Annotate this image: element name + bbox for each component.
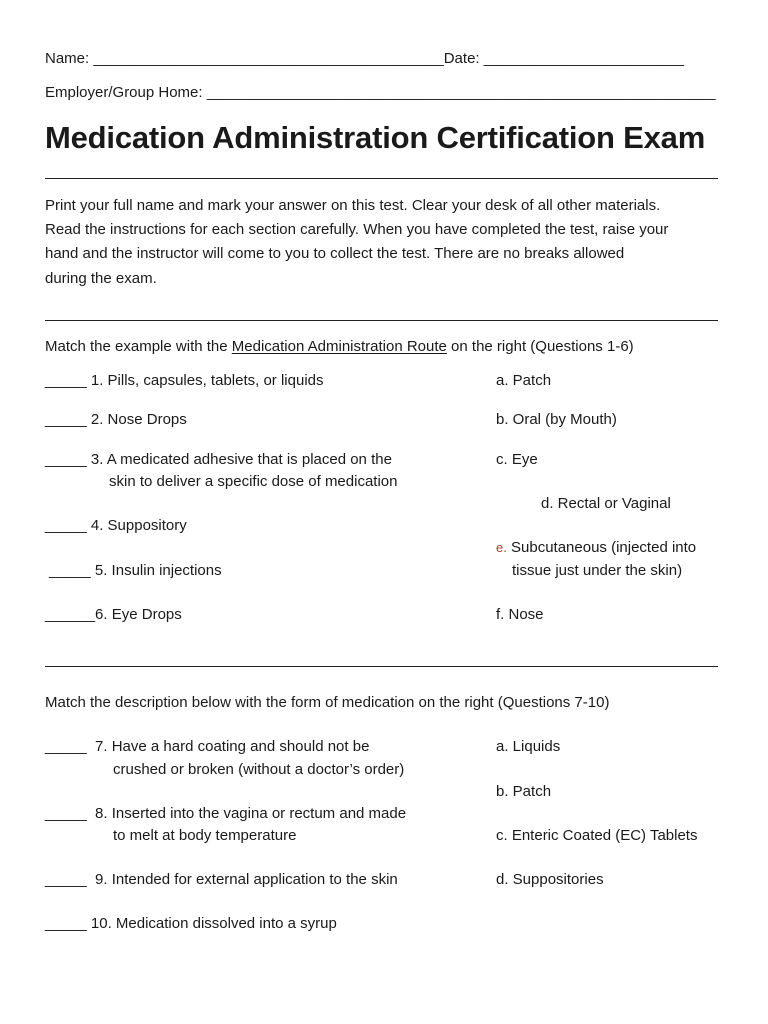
question-7: _____ 7. Have a hard coating and should not be — [45, 738, 370, 755]
section1-prompt-link: Medication Administration Route — [231, 338, 447, 355]
instructions-line-3: hand and the instructor will come to you to collect the test. There are no breaks allowed — [45, 245, 625, 262]
instructions-line-2: Read the instructions for each section carefully. When you have completed the test, raise your — [45, 221, 669, 238]
question-6: ______6. Eye Drops — [45, 606, 182, 623]
section1-prompt-pre: Match the example with the — [45, 338, 232, 355]
answer-e-letter: e. — [496, 540, 507, 555]
divider-3 — [45, 666, 718, 667]
question-2: _____ 2. Nose Drops — [45, 411, 187, 428]
instructions-line-1: Print your full name and mark your answer on this test. Clear your desk of all other materials. — [45, 197, 661, 214]
section2-prompt: Match the description below with the form of medication on the right (Questions 7-10) — [45, 694, 610, 711]
section1-prompt-post: on the right (Questions 1-6) — [446, 338, 634, 355]
question-10: _____ 10. Medication dissolved into a syrup — [45, 915, 337, 932]
answer-a: a. Patch — [496, 372, 552, 389]
question-5: _____ 5. Insulin injections — [49, 562, 222, 579]
instructions-line-4: during the exam. — [45, 270, 157, 287]
question-8: _____ 8. Inserted into the vagina or rectum and made — [45, 805, 407, 822]
form-answer-b: b. Patch — [496, 783, 552, 800]
answer-e-text: Subcutaneous (injected into — [506, 539, 697, 556]
form-answer-a: a. Liquids — [496, 738, 561, 755]
question-1: _____ 1. Pills, capsules, tablets, or liquids — [45, 372, 324, 389]
page-title: Medication Administration Certification Exam — [45, 120, 706, 155]
section1-prompt — [45, 338, 634, 356]
divider-1 — [45, 178, 718, 179]
divider-2 — [45, 320, 718, 321]
question-8-cont: to melt at body temperature — [113, 827, 297, 844]
employer-line: Employer/Group Home: _____________________________________________________________ — [45, 84, 716, 101]
question-3-cont: skin to deliver a specific dose of medication — [109, 473, 398, 490]
form-answer-c: c. Enteric Coated (EC) Tablets — [496, 827, 698, 844]
answer-c: c. Eye — [496, 451, 538, 468]
question-4: _____ 4. Suppository — [45, 517, 187, 534]
question-7-cont: crushed or broken (without a doctor’s order) — [113, 761, 405, 778]
question-9: _____ 9. Intended for external application to the skin — [45, 871, 398, 888]
answer-d: d. Rectal or Vaginal — [541, 495, 671, 512]
answer-f: f. Nose — [496, 606, 544, 623]
answer-e — [496, 539, 696, 557]
answer-e-cont: tissue just under the skin) — [512, 562, 683, 579]
question-3: _____ 3. A medicated adhesive that is placed on the — [45, 451, 392, 468]
answer-b: b. Oral (by Mouth) — [496, 411, 617, 428]
name-date-line: Name: __________________________________________Date: ________________________ — [45, 50, 684, 67]
form-answer-d: d. Suppositories — [496, 871, 604, 888]
